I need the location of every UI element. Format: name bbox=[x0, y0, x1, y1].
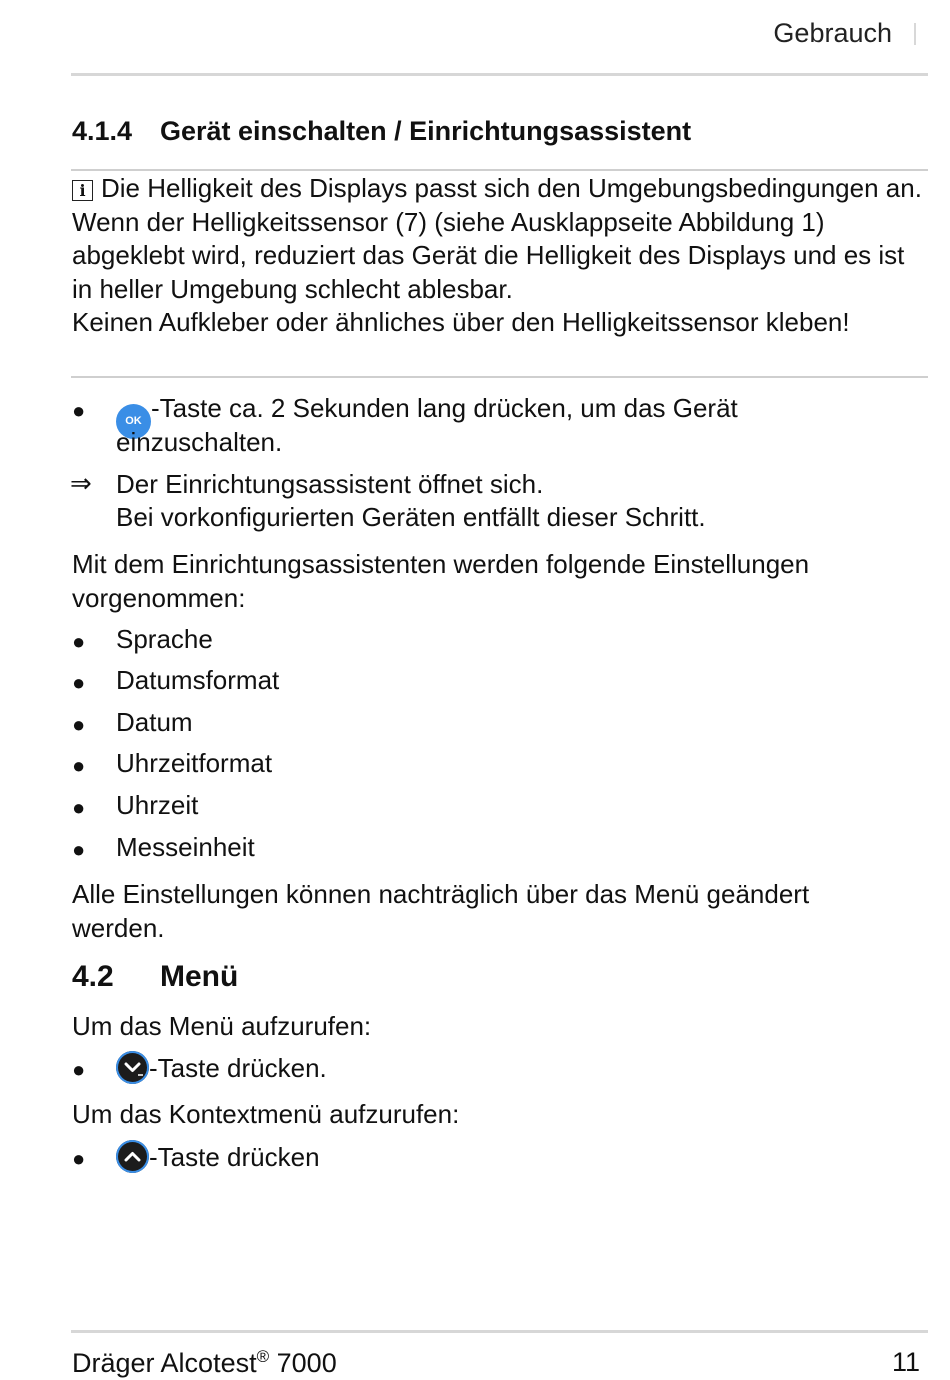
context-step-text: -Taste drücken bbox=[149, 1142, 320, 1172]
bullet: ● bbox=[72, 712, 86, 737]
context-intro: Um das Kontextmenü aufzurufen: bbox=[72, 1099, 460, 1129]
bullet: ● bbox=[72, 398, 86, 423]
note-line-1: Die Helligkeit des Displays passt sich den Umgebungsbedingungen an. bbox=[101, 173, 922, 203]
bullet: ● bbox=[72, 795, 86, 820]
bullet: ● bbox=[72, 1146, 86, 1171]
step-text-1: -Taste ca. 2 Sekunden lang drücken, um das Gerät bbox=[151, 393, 738, 423]
section-number: 4.2 bbox=[72, 960, 114, 993]
bullet: ● bbox=[72, 753, 86, 778]
ok-button-icon: OK bbox=[116, 404, 151, 439]
context-step bbox=[116, 1140, 320, 1175]
bullet: ● bbox=[72, 837, 86, 862]
step-text-2: einzuschalten. bbox=[116, 427, 283, 457]
info-note bbox=[72, 172, 928, 340]
result-line-1: Der Einrichtungsassistent öffnet sich. bbox=[116, 469, 544, 499]
list-item: Messeinheit bbox=[116, 832, 255, 862]
footer-rule bbox=[71, 1330, 928, 1333]
menu-step bbox=[116, 1051, 327, 1086]
product-model: 7000 bbox=[276, 1348, 337, 1378]
list-item: Datum bbox=[116, 707, 193, 737]
bullet: ● bbox=[72, 629, 86, 654]
section-heading-4-1-4 bbox=[72, 116, 691, 147]
result-arrow-icon: ⇒ bbox=[70, 468, 92, 498]
section-title: Gerät einschalten / Einrichtungsassistent bbox=[160, 116, 692, 146]
menu-step-text: -Taste drücken. bbox=[149, 1053, 327, 1083]
note-bottom-rule bbox=[71, 376, 928, 378]
list-item: Datumsformat bbox=[116, 665, 280, 695]
section-title: Menü bbox=[160, 960, 239, 993]
section-number: 4.1.4 bbox=[72, 116, 133, 146]
menu-down-button-icon bbox=[116, 1051, 149, 1084]
section-heading-4-2 bbox=[72, 960, 238, 994]
list-item: Uhrzeit bbox=[116, 790, 199, 820]
header-separator bbox=[914, 23, 916, 45]
list-item: Uhrzeitformat bbox=[116, 748, 273, 778]
registered-mark: ® bbox=[256, 1347, 270, 1366]
running-header: Gebrauch bbox=[773, 18, 892, 48]
bullet: ● bbox=[72, 670, 86, 695]
note-top-rule bbox=[71, 169, 928, 171]
settings-outro: Alle Einstellungen können nachträglich über das Menü geändert werden. bbox=[72, 879, 810, 943]
product-name: Dräger Alcotest bbox=[72, 1348, 257, 1378]
wizard-intro: Mit dem Einrichtungsassistenten werden folgende Einstellungen vorgenommen: bbox=[72, 549, 810, 613]
list-item: Sprache bbox=[116, 624, 213, 654]
bullet: ● bbox=[72, 1057, 86, 1082]
menu-intro: Um das Menü aufzurufen: bbox=[72, 1011, 372, 1041]
info-icon: i bbox=[72, 180, 93, 201]
page-number: 11 bbox=[891, 1347, 920, 1377]
footer-product bbox=[72, 1347, 337, 1379]
result-line-2: Bei vorkonfigurierten Geräten entfällt dieser Schritt. bbox=[116, 502, 706, 532]
note-line-3: Keinen Aufkleber oder ähnliches über den Helligkeitssensor kleben! bbox=[72, 307, 850, 337]
note-line-2: Wenn der Helligkeitssensor (7) (siehe Ausklappseite Abbildung 1) abgeklebt wird, reduziert das Gerät die Helligkeit des Displays und es ist in heller Umgebung schlecht ablesbar. bbox=[72, 206, 905, 304]
menu-up-button-icon bbox=[116, 1140, 149, 1173]
header-rule bbox=[71, 73, 928, 76]
